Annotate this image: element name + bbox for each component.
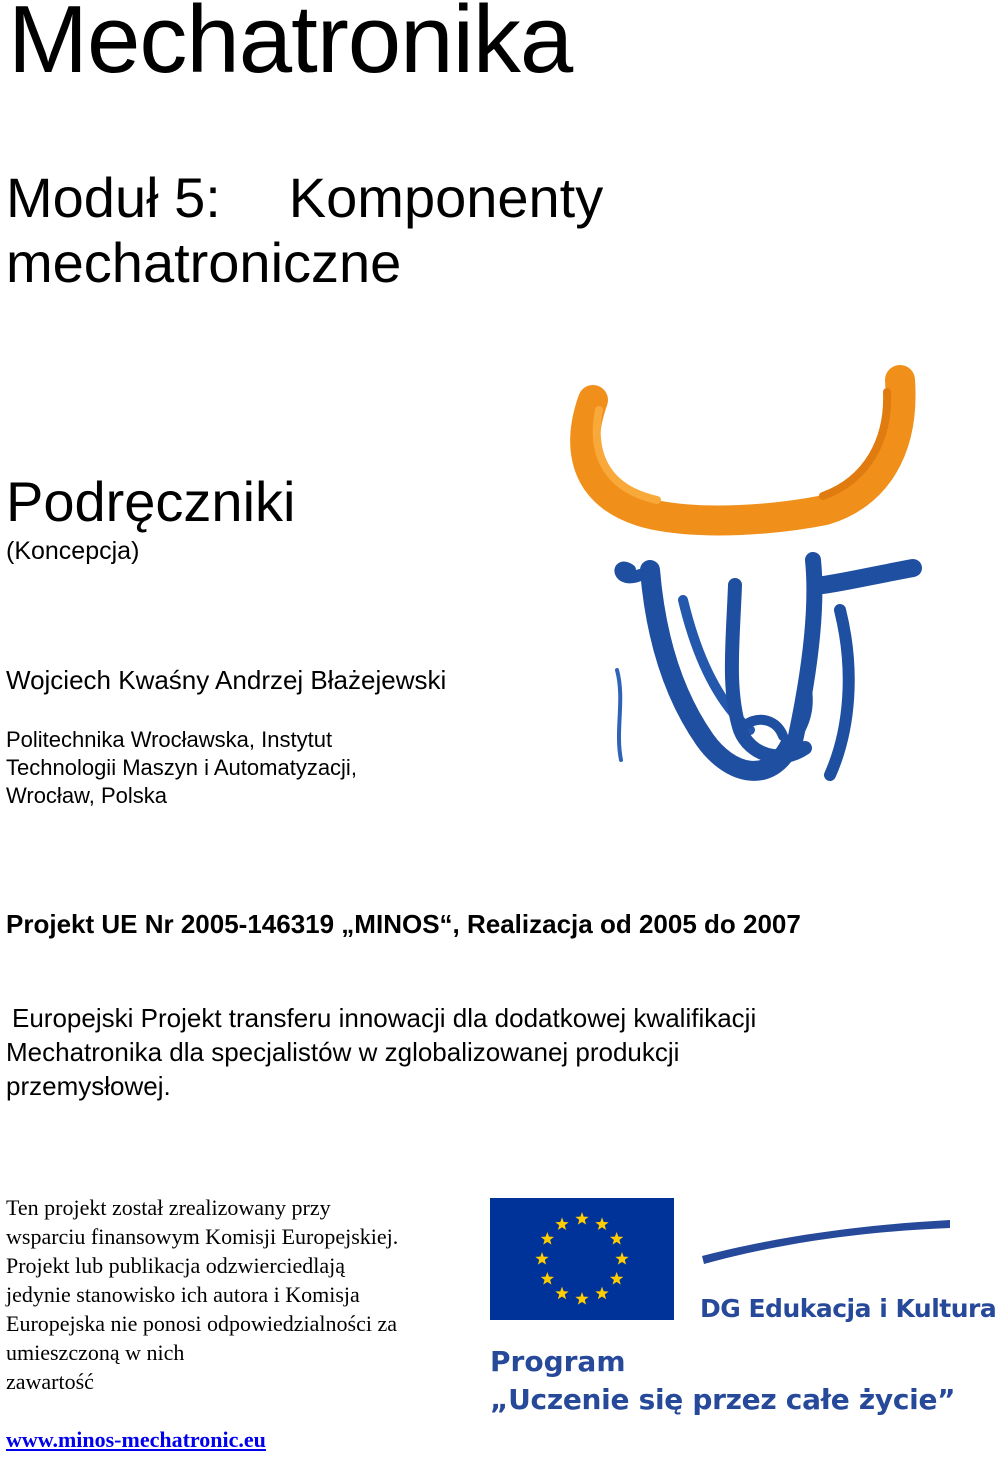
dg-swoosh-icon <box>700 1216 952 1276</box>
eu-star-icon <box>555 1217 568 1230</box>
disclaimer-line: wsparciu finansowym Komisji Europejskiej. <box>6 1224 399 1249</box>
module-name-line1: Komponenty <box>288 166 604 229</box>
minos-logo <box>555 370 935 810</box>
eu-stars <box>490 1198 674 1320</box>
eu-star-icon <box>535 1252 548 1265</box>
project-info: Projekt UE Nr 2005-146319 „MINOS“, Realizacja od 2005 do 2007 <box>6 909 801 939</box>
website-link[interactable]: www.minos-mechatronic.eu <box>6 1427 266 1452</box>
dg-label: DG Edukacja i Kultura <box>700 1294 996 1323</box>
document-title: Mechatronika <box>8 0 573 93</box>
eu-star-icon <box>610 1272 623 1285</box>
eu-star-icon <box>575 1212 588 1225</box>
eu-star-icon <box>541 1232 554 1245</box>
module-label: Moduł 5: <box>6 166 221 229</box>
disclaimer-line: zawartość <box>6 1369 94 1394</box>
eu-star-icon <box>610 1232 623 1245</box>
minos-logo-graphic <box>555 370 935 810</box>
eu-flag-icon <box>490 1198 674 1320</box>
authors: Wojciech Kwaśny Andrzej Błażejewski <box>6 665 447 695</box>
eu-star-icon <box>575 1292 588 1305</box>
disclaimer-line: Europejska nie ponosi odpowiedzialności za <box>6 1311 398 1336</box>
description-line2: Mechatronika dla specjalistów w zglobalizowanej produkcji <box>6 1037 680 1067</box>
handbook-title: Podręczniki <box>6 470 296 533</box>
eu-star-icon <box>615 1252 628 1265</box>
program-label: Program <box>490 1345 626 1378</box>
affiliation-line3: Wrocław, Polska <box>6 783 167 808</box>
affiliation-line2: Technologii Maszyn i Automatyzacji, <box>6 755 357 780</box>
eu-star-icon <box>595 1287 608 1300</box>
eu-star-icon <box>555 1287 568 1300</box>
disclaimer-line: Projekt lub publikacja odzwierciedlają <box>6 1253 346 1278</box>
eu-star-icon <box>595 1217 608 1230</box>
eu-program-logo <box>488 1196 996 1426</box>
description-line3: przemysłowej. <box>6 1071 171 1101</box>
description-line1: Europejski Projekt transferu innowacji dla dodatkowej kwalifikacji <box>12 1003 757 1033</box>
module-heading <box>6 168 603 228</box>
program-slogan: „Uczenie się przez całe życie” <box>490 1383 956 1416</box>
disclaimer-line: Ten projekt został zrealizowany przy <box>6 1195 331 1220</box>
disclaimer-line: jedynie stanowisko ich autora i Komisja <box>6 1282 360 1307</box>
eu-star-icon <box>541 1272 554 1285</box>
disclaimer-line: umieszczoną w nich <box>6 1340 185 1365</box>
affiliation-line1: Politechnika Wrocławska, Instytut <box>6 727 333 752</box>
module-name-line2: mechatroniczne <box>6 231 402 294</box>
handbook-subtitle: (Koncepcja) <box>6 537 140 565</box>
